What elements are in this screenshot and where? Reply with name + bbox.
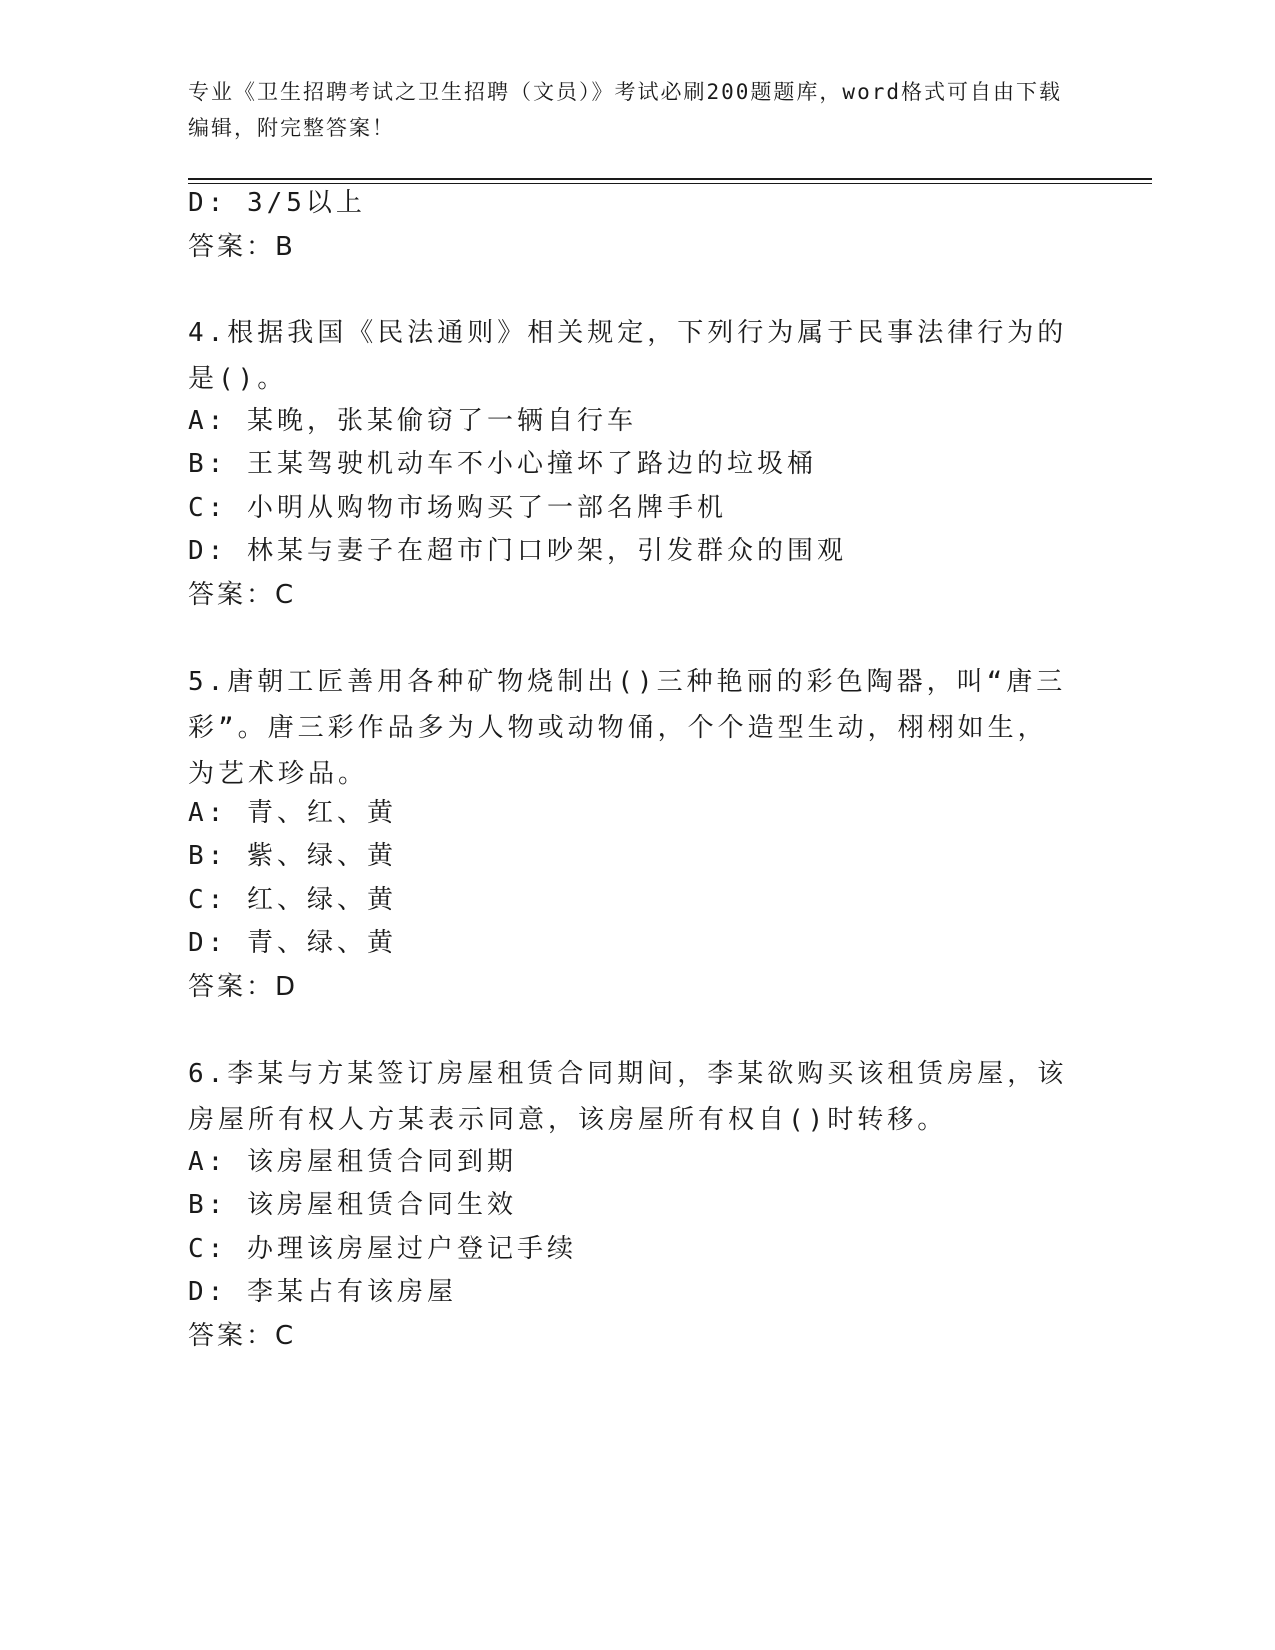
question-4-option-c: C: 小明从购物市场购买了一部名牌手机 [188,493,727,523]
question-5-option-d: D: 青、绿、黄 [188,928,397,958]
prev-option-d: D: 3/5以上 [188,188,366,218]
question-4-option-d: D: 林某与妻子在超市门口吵架，引发群众的围观 [188,536,847,566]
question-4-answer: 答案：C [188,580,297,610]
question-5-answer: 答案：D [188,972,299,1002]
question-6-option-b: B: 该房屋租赁合同生效 [188,1190,517,1220]
document-header: 专业《卫生招聘考试之卫生招聘（文员）》考试必刷200题题库，word格式可自由下载编辑，附完整答案！ [188,80,1062,140]
question-5-option-c: C: 红、绿、黄 [188,885,397,915]
question-6-stem: 6.李某与方某签订房屋租赁合同期间，李某欲购买该租赁房屋，该房屋所有权人方某表示同意，该房屋所有权自()时转移。 [188,1059,1068,1135]
question-5-option-a: A: 青、红、黄 [188,798,397,828]
question-5-stem: 5.唐朝工匠善用各种矿物烧制出()三种艳丽的彩色陶器，叫“唐三彩”。唐三彩作品多为人物或动物俑，个个造型生动，栩栩如生，为艺术珍品。 [188,667,1067,789]
question-6-option-a: A: 该房屋租赁合同到期 [188,1147,517,1177]
question-4-stem: 4.根据我国《民法通则》相关规定，下列行为属于民事法律行为的是()。 [188,318,1068,394]
prev-answer: 答案：B [188,232,296,262]
question-6-option-c: C: 办理该房屋过户登记手续 [188,1234,577,1264]
question-5-option-b: B: 紫、绿、黄 [188,841,397,871]
question-6-answer: 答案：C [188,1321,297,1351]
question-4-option-a: A: 某晚，张某偷窃了一辆自行车 [188,406,637,436]
question-4-option-b: B: 王某驾驶机动车不小心撞坏了路边的垃圾桶 [188,449,817,479]
question-6-option-d: D: 李某占有该房屋 [188,1277,457,1307]
